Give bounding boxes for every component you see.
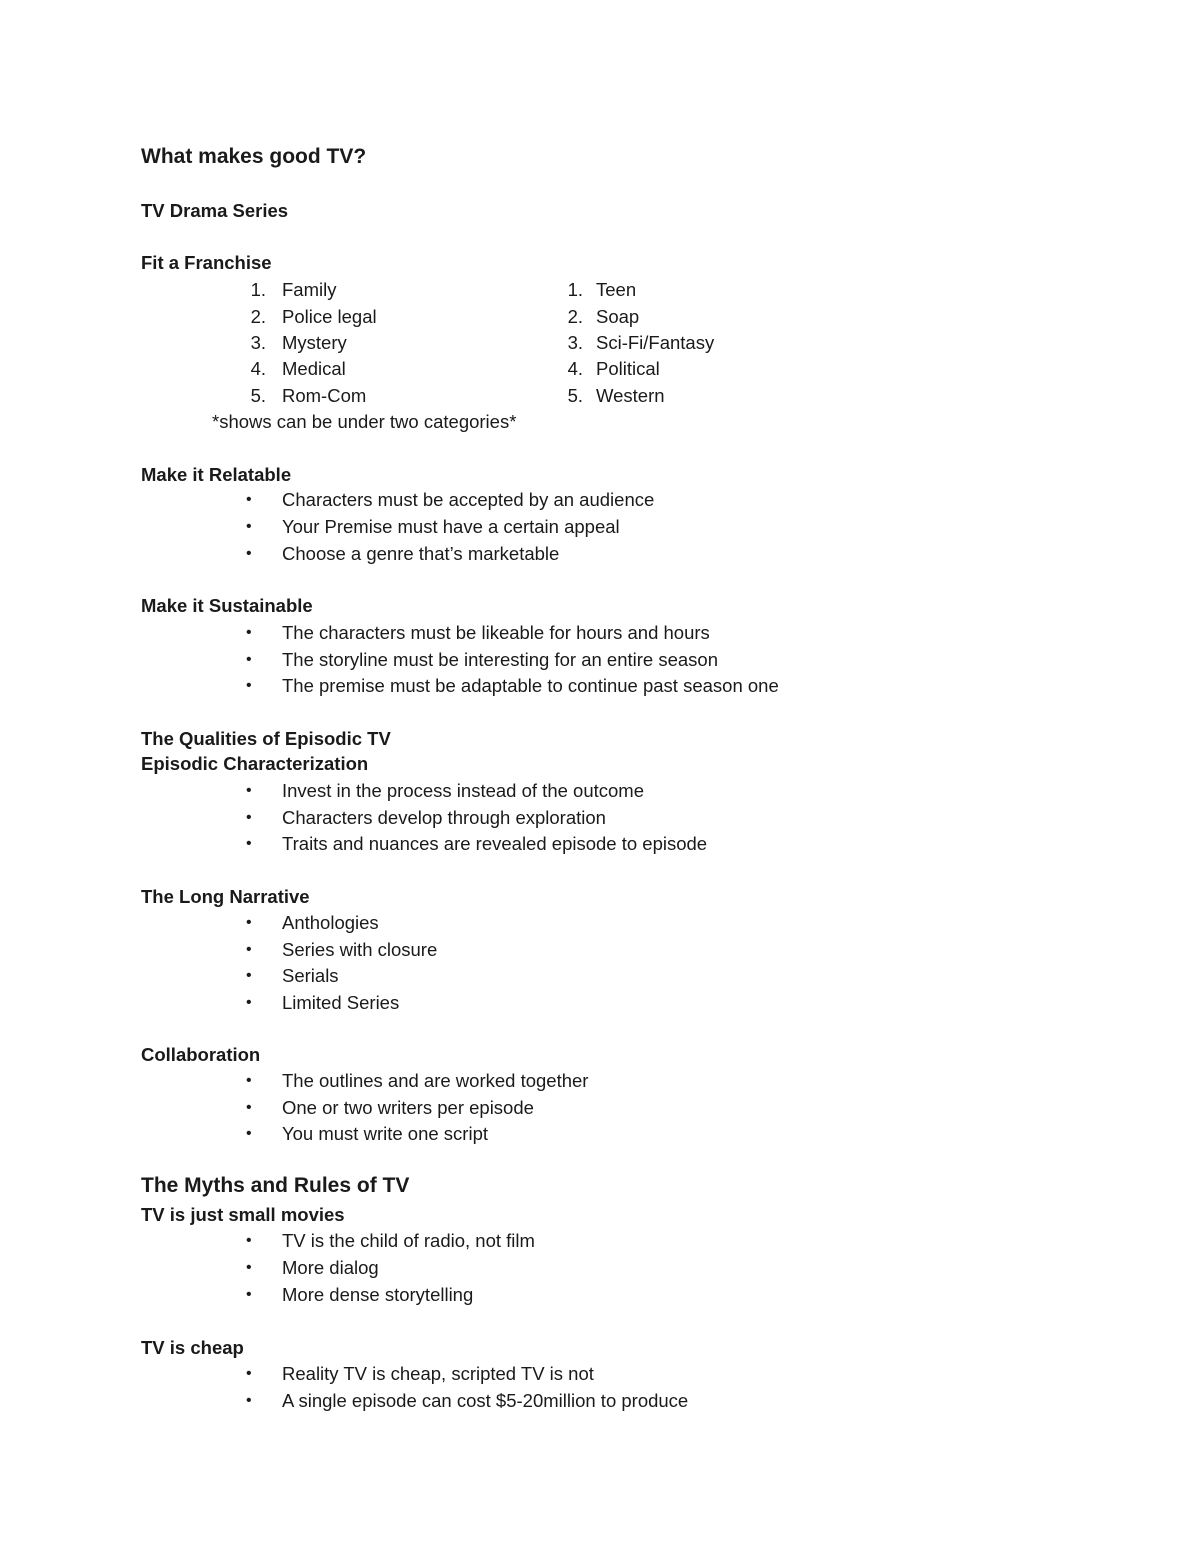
section-heading-episodic: The Qualities of Episodic TV (141, 728, 391, 749)
sustainable-list-item: The characters must be likeable for hours and hours (282, 622, 710, 643)
episodic-bullet-icon: • (246, 835, 252, 852)
sustainable-bullet-icon: • (246, 650, 252, 668)
list-number: 4. (250, 358, 266, 379)
narrative-bullet-icon: • (246, 940, 252, 958)
myths-b-list-item: Reality TV is cheap, scripted TV is not (282, 1363, 594, 1384)
list-number: 2. (250, 306, 266, 327)
episodic-list-item: Invest in the process instead of the outcome (282, 780, 644, 801)
genre-list-item: Family (282, 279, 337, 300)
relatable-list-item: Your Premise must have a certain appeal (282, 516, 620, 537)
relatable-list-item: Choose a genre that’s marketable (282, 543, 560, 564)
subheading-characterization: Episodic Characterization (141, 753, 369, 774)
section-heading-collaboration: Collaboration (141, 1044, 261, 1065)
episodic-bullet-icon: • (246, 782, 252, 799)
narrative-list-item: Series with closure (282, 938, 438, 960)
episodic-list-item: Characters develop through exploration (282, 806, 606, 828)
narrative-bullet-icon: • (246, 993, 252, 1011)
subheading-cheap: TV is cheap (141, 1337, 244, 1358)
myths-a-bullet-icon: • (246, 1259, 252, 1276)
list-number: 2. (567, 306, 583, 327)
list-number: 5. (567, 385, 583, 406)
section-heading-drama: TV Drama Series (141, 200, 289, 221)
myths-b-bullet-icon: • (246, 1391, 252, 1409)
category-note: *shows can be under two categories* (212, 411, 517, 432)
relatable-bullet-icon: • (246, 545, 252, 562)
section-heading-sustainable: Make it Sustainable (141, 595, 313, 616)
genre-list-item: Rom-Com (282, 385, 367, 406)
myths-a-list-item: More dialog (282, 1257, 379, 1278)
section-heading-myths: The Myths and Rules of TV (141, 1174, 410, 1197)
genre-list-item: Sci-Fi/Fantasy (596, 332, 715, 353)
narrative-list-item: Anthologies (282, 912, 379, 933)
collaboration-list-item: You must write one script (282, 1123, 488, 1144)
episodic-list-item: Traits and nuances are revealed episode to episode (282, 833, 708, 854)
collaboration-bullet-icon: • (246, 1125, 252, 1142)
myths-b-bullet-icon: • (246, 1365, 252, 1382)
genre-list-item: Western (596, 385, 665, 406)
collaboration-list-item: One or two writers per episode (282, 1096, 534, 1118)
episodic-bullet-icon: • (246, 808, 252, 826)
genre-list-item: Soap (596, 306, 640, 327)
narrative-list-item: Serials (282, 965, 339, 986)
page-title: What makes good TV? (141, 145, 367, 168)
collaboration-bullet-icon: • (246, 1098, 252, 1116)
sustainable-bullet-icon: • (246, 677, 252, 694)
genre-list-item: Mystery (282, 332, 347, 353)
section-heading-franchise: Fit a Franchise (141, 252, 272, 273)
myths-a-list-item: More dense storytelling (282, 1284, 474, 1305)
sustainable-bullet-icon: • (246, 624, 252, 641)
list-number: 1. (250, 279, 266, 300)
genre-list-item: Medical (282, 358, 346, 379)
sustainable-list-item: The premise must be adaptable to continue past season one (282, 675, 779, 696)
section-heading-narrative: The Long Narrative (141, 886, 310, 907)
list-number: 3. (250, 332, 266, 353)
collaboration-bullet-icon: • (246, 1072, 252, 1089)
list-number: 1. (567, 279, 583, 300)
myths-a-list-item: TV is the child of radio, not film (282, 1230, 535, 1251)
myths-b-list-item: A single episode can cost $5-20million to produce (282, 1389, 689, 1411)
sustainable-list-item: The storyline must be interesting for an entire season (282, 648, 719, 670)
myths-a-bullet-icon: • (246, 1232, 252, 1249)
myths-a-bullet-icon: • (246, 1286, 252, 1303)
narrative-list-item: Limited Series (282, 991, 400, 1013)
list-number: 3. (567, 332, 583, 353)
collaboration-list-item: The outlines and are worked together (282, 1070, 589, 1091)
section-heading-relatable: Make it Relatable (141, 464, 292, 485)
genre-list-item: Political (596, 358, 660, 379)
relatable-bullet-icon: • (246, 518, 252, 535)
relatable-list-item: Characters must be accepted by an audience (282, 489, 655, 510)
narrative-bullet-icon: • (246, 967, 252, 984)
relatable-bullet-icon: • (246, 491, 252, 508)
list-number: 5. (250, 385, 266, 406)
genre-list-item: Teen (596, 279, 637, 300)
narrative-bullet-icon: • (246, 914, 252, 931)
list-number: 4. (567, 358, 583, 379)
subheading-small-movies: TV is just small movies (141, 1204, 345, 1225)
genre-list-item: Police legal (282, 306, 377, 327)
